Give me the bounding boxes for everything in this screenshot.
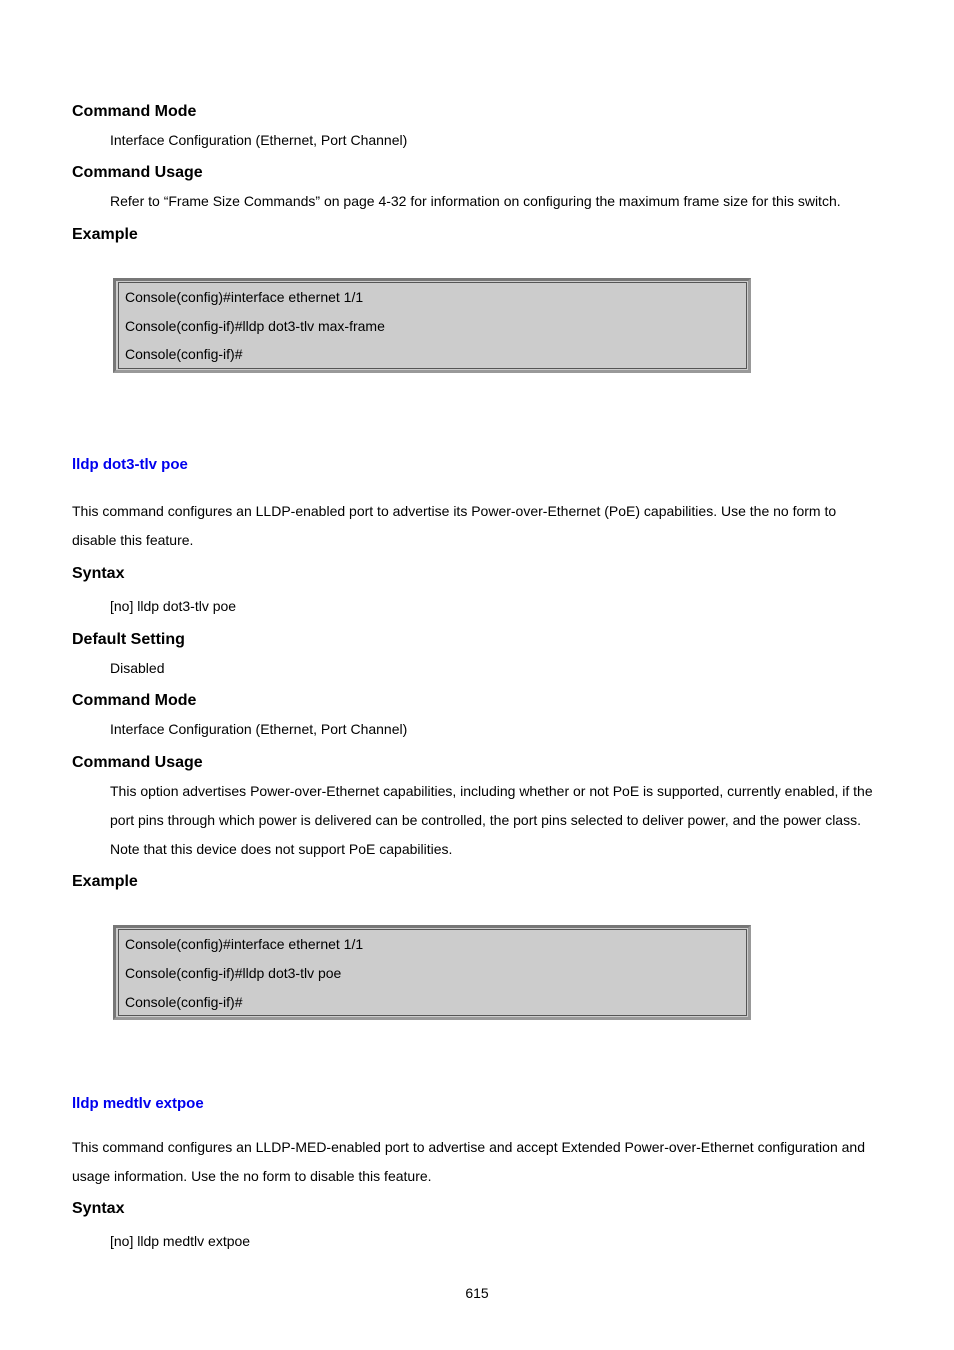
command-usage-heading: Command Usage [72,164,203,181]
command-mode-text: Interface Configuration (Ethernet, Port Channel) [110,132,408,148]
code-line: Console(config-if)# [125,994,243,1010]
code-line: Console(config-if)#lldp dot3-tlv max-frame [125,318,385,334]
command-mode-heading: Command Mode [72,103,197,120]
code-line: Console(config)#interface ethernet 1/1 [125,289,364,305]
command-mode-heading: Command Mode [72,692,197,709]
default-setting-heading: Default Setting [72,631,185,648]
command-description: This command configures an LLDP-enabled port to advertise its Power-over-Ethernet (PoE) capabilities. Use the no form to disable this feature. [72,503,837,548]
example-heading: Example [72,226,138,243]
command-usage-heading: Command Usage [72,754,203,771]
example-heading: Example [72,873,138,890]
code-example-box [113,278,751,373]
command-mode-text: Interface Configuration (Ethernet, Port Channel) [110,721,408,737]
code-line: Console(config)#interface ethernet 1/1 [125,936,364,952]
syntax-heading: Syntax [72,565,125,582]
code-line: Console(config-if)#lldp dot3-tlv poe [125,965,342,981]
command-title: lldp medtlv extpoe [72,1095,204,1112]
code-line: Console(config-if)# [125,346,243,362]
code-example-box [113,925,751,1020]
command-usage-text: Refer to “Frame Size Commands” on page 4-32 for information on configuring the maximum frame size for this switch. [110,193,841,209]
syntax-text: [no] lldp medtlv extpoe [110,1233,251,1249]
command-usage-text: This option advertises Power-over-Ethernet capabilities, including whether or not PoE is supported, currently enabled, if the port pins through which power is delivered can be controlled, the port pins selected to deliver power, and the power class. Note that this device does not support PoE capabilities. [110,783,873,857]
syntax-text: [no] lldp dot3-tlv poe [110,598,237,614]
syntax-heading: Syntax [72,1200,125,1217]
default-setting-text: Disabled [110,660,165,676]
command-description: This command configures an LLDP-MED-enabled port to advertise and accept Extended Power-over-Ethernet configuration and usage information. Use the no form to disable this feature. [72,1139,865,1184]
command-title: lldp dot3-tlv poe [72,456,188,473]
page-number: 615 [465,1285,489,1301]
